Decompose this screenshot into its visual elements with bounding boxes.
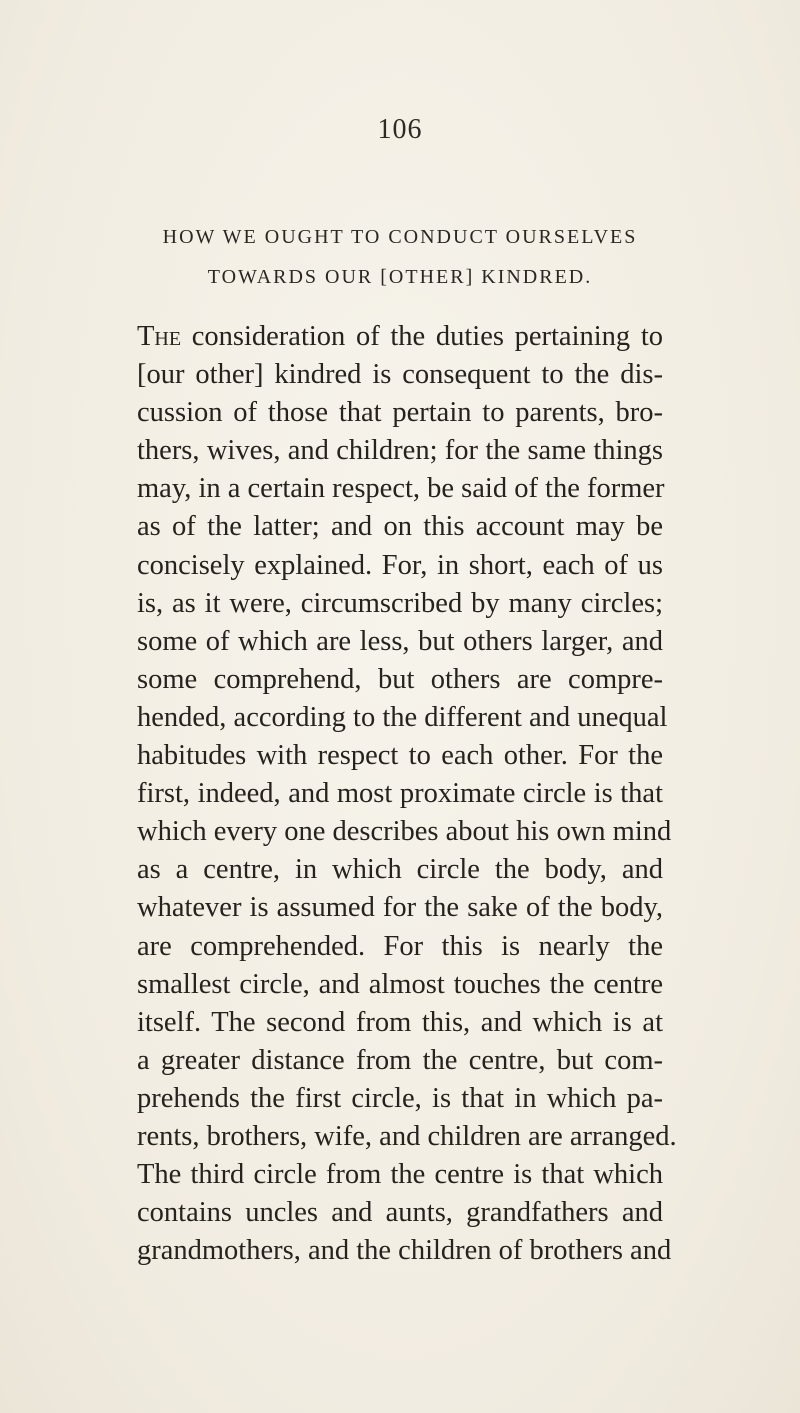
page-number: 106: [377, 114, 423, 145]
text-line: whatever is assumed for the sake of the body,: [137, 892, 663, 924]
text-line: [137, 318, 663, 356]
text-line: hended, according to the different and unequal: [137, 701, 668, 733]
body-paragraph: [137, 318, 677, 1270]
drop-word: The: [137, 321, 182, 352]
text-line: rents, brothers, wife, and children are arranged.: [137, 1120, 677, 1152]
text-line: some of which are less, but others larger, and: [137, 625, 663, 657]
text-line: which every one describes about his own mind: [137, 816, 672, 848]
chapter-heading-line-2: TOWARDS OUR [OTHER] KINDRED.: [207, 266, 593, 288]
text-line: The third circle from the centre is that which: [137, 1159, 663, 1191]
first-line-text: consideration of the duties pertaining to: [181, 321, 663, 352]
text-line: as of the latter; and on this account may be: [137, 511, 663, 543]
text-line: as a centre, in which circle the body, and: [137, 854, 663, 886]
text-line: [our other] kindred is consequent to the dis-: [137, 359, 663, 391]
text-line: is, as it were, circumscribed by many circles;: [137, 587, 663, 619]
text-line: thers, wives, and children; for the same things: [137, 435, 663, 467]
text-line: habitudes with respect to each other. For the: [137, 740, 663, 772]
text-line: first, indeed, and most proximate circle is that: [137, 778, 663, 810]
chapter-heading-line-1: HOW WE OUGHT TO CONDUCT OURSELVES: [162, 226, 638, 248]
text-line: a greater distance from the centre, but com-: [137, 1044, 663, 1076]
text-line: may, in a certain respect, be said of the former: [137, 473, 665, 505]
text-line: grandmothers, and the children of brothers and: [137, 1235, 672, 1267]
text-line: are comprehended. For this is nearly the: [137, 930, 663, 962]
text-line: concisely explained. For, in short, each of us: [137, 549, 663, 581]
text-line: prehends the first circle, is that in which pa-: [137, 1082, 663, 1114]
text-line: smallest circle, and almost touches the centre: [137, 968, 663, 1000]
text-line: cussion of those that pertain to parents, bro-: [137, 397, 663, 429]
text-line: some comprehend, but others are compre-: [137, 663, 663, 695]
text-line: contains uncles and aunts, grandfathers and: [137, 1197, 663, 1229]
text-line: itself. The second from this, and which is at: [137, 1006, 663, 1038]
